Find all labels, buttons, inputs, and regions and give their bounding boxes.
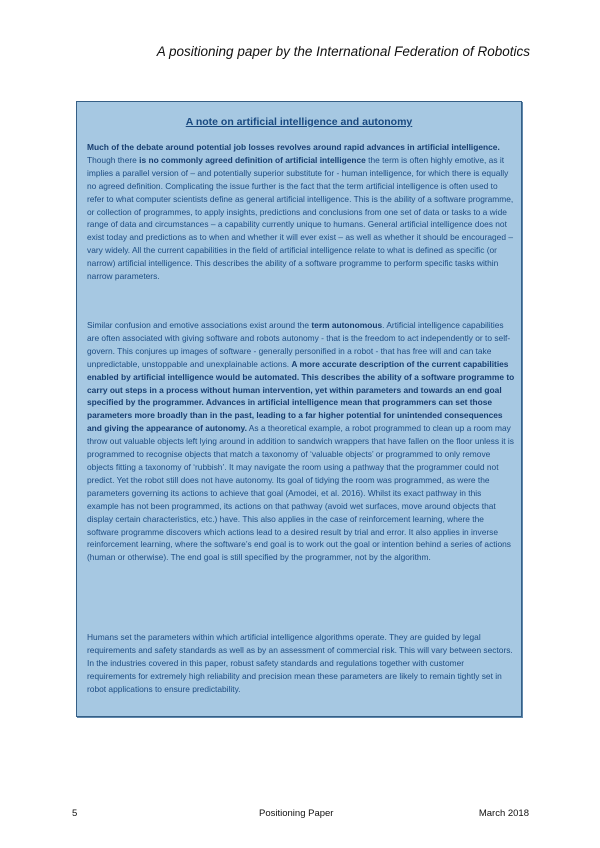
- page-header: A positioning paper by the International Federation of Robotics: [156, 44, 530, 59]
- page-footer: [0, 808, 600, 824]
- note-title: A note on artificial intelligence and autonomy: [185, 116, 413, 128]
- note-paragraph-2: [87, 319, 515, 564]
- footer-date: March 2018: [478, 808, 529, 819]
- note-paragraph-1: [87, 141, 515, 283]
- note-box: [76, 101, 522, 717]
- text-run: the term is often highly emotive, as it implies a parallel version of – and potentially superior substitute for - human intelligence, for which there is equally no agreed definition. Complicating the issue further is the fact that the term artificial intelligence is often used to refer to what computer scientists define as general artificial intelligence. This is the ability of a software programme, or collection of programmes, to apply insights, predictions and conclusions from one set of data or tasks to a wide range of data and circumstances – a capability currently unique to humans. General artificial intelligence does not exist today and predictions as to when and whether it will ever exist – as well as whether it should be encouraged – vary widely. All the current capabilities in the field of artificial intelligence relate to what is defined as specific (or narrow) artificial intelligence. This describes the ability of a software programme to perform specific tasks within narrow parameters.: [87, 154, 514, 282]
- text-run: Similar confusion and emotive associations exist around the: [87, 320, 312, 330]
- bold-text-run: is no commonly agreed definition of artificial intelligence: [139, 154, 366, 165]
- text-run: Humans set the parameters within which artificial intelligence algorithms operate. They are guided by legal requirements and safety standards as well as by an assessment of commercial risk. This will vary between sectors. In the industries covered in this paper, robust safety standards and regulations together with customer requirements for extremely high reliability and precision mean these parameters are likely to remain tightly set in robot applications to ensure predictability.: [87, 632, 513, 694]
- bold-text-run: A more accurate description of the current capabilities enabled by artificial intelligence would be automated. This describes the ability of a software programme to carry out steps in a process without human intervention, yet within parameters and towards an end goal specified by the programmer. Advances in artificial intelligence mean that programmers can set those parameters more broadly than in the past, leading to a far higher potential for unintended consequences and giving the appearance of autonomy.: [87, 358, 515, 434]
- note-paragraph-3: [87, 631, 515, 696]
- text-run: . Artificial intelligence capabilities are often associated with giving software and robots autonomy - that is the freedom to act independently or to self-govern. This conjures up images of software - generally personified in a robot - that has free will and can take unpredictable, unstoppable and unexplainable actions.: [87, 320, 511, 369]
- page-number: 5: [72, 808, 78, 819]
- footer-title: Positioning Paper: [259, 808, 334, 819]
- text-run: As a theoretical example, a robot programmed to clean up a room may throw out valuable objects left lying around in addition to sandwich wrappers that have fallen on the floor unless it is programmed to recognise objects that match a taxonomy of ‘valuable objects’ or programmed to only remove objects fitting a taxonomy of ‘rubbish’. It may navigate the room using a pathway that the programmer could not predict. Yet the robot still does not have autonomy. Its goal of tidying the room was programmed, as were the parameters governing its actions to achieve that goal (Amodei, et al. 2016). Whilst its exact pathway in this example has not been programmed, its actions on that pathway (avoid wet surfaces, move around objects that display certain characteristics, etc.) have. This also applies in the case of reinforcement learning, where the software programme discovers which actions lead to a desired result by trial and error. It also applies in inverse reinforcement learning, where the software’s end goal is to work out the goal or intention behind a series of actions (human or otherwise). The end goal is still specified by the programmer, not by the algorithm.: [87, 423, 514, 563]
- bold-text-run: Much of the debate around potential job losses revolves around rapid advances in artificial intelligence.: [87, 142, 500, 152]
- bold-text-run: term autonomous: [311, 320, 383, 330]
- text-run: Though there: [87, 154, 140, 165]
